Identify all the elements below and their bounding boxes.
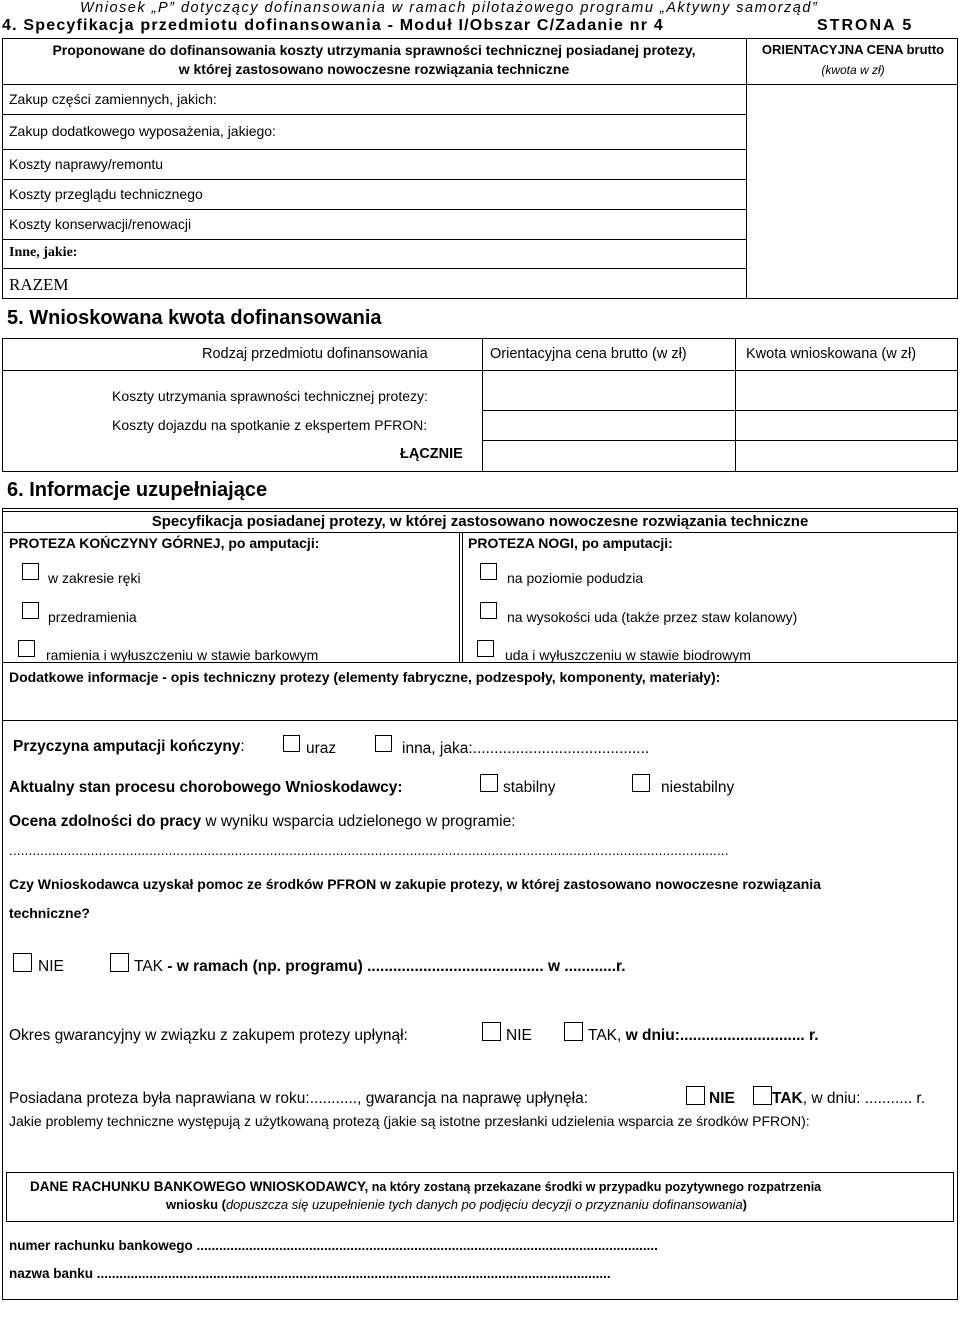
checkbox-hip[interactable] bbox=[477, 640, 494, 657]
option-warranty-no: NIE bbox=[506, 1027, 532, 1044]
spec-title: Specyfikacja posiadanej protezy, w której zastosowano nowoczesne rozwiązania techniczne bbox=[151, 513, 809, 530]
row-repair-costs: Koszty naprawy/remontu bbox=[9, 156, 164, 172]
checkbox-warranty-yes[interactable] bbox=[564, 1022, 583, 1041]
row-travel-costs: Koszty dojazdu na spotkanie z ekspertem PFRON: bbox=[112, 417, 428, 433]
row-grand-total: ŁĄCZNIE bbox=[400, 446, 463, 462]
option-thigh: na wysokości uda (także przez staw kolanowy) bbox=[507, 609, 798, 625]
additional-info-label: Dodatkowe informacje - opis techniczny protezy (elementy fabryczne, podzespoły, komponenty, materiały): bbox=[9, 669, 721, 685]
option-repair-yes-row: TAK, w dniu: ........... r. bbox=[772, 1090, 926, 1107]
checkbox-repair-yes[interactable] bbox=[753, 1086, 772, 1105]
price-spare-parts-field[interactable] bbox=[747, 85, 957, 298]
checkbox-thigh[interactable] bbox=[480, 602, 497, 619]
checkbox-arm[interactable] bbox=[18, 640, 35, 657]
checkbox-pfron-yes[interactable] bbox=[110, 953, 129, 972]
option-pfron-no: NIE bbox=[38, 958, 64, 975]
pfron-question: Czy Wnioskodawca uzyskał pomoc ze środków PFRON w zakupie protezy, w której zastosowano nowoczesne rozwiązania bbox=[9, 876, 821, 892]
option-hand: w zakresie ręki bbox=[48, 570, 141, 586]
checkbox-lower-leg[interactable] bbox=[480, 563, 497, 580]
work-capacity-label: Ocena zdolności do pracy bbox=[9, 813, 202, 830]
work-capacity-dots[interactable]: ......................................................................................................................................................................................... bbox=[9, 842, 729, 858]
warranty-label: Okres gwarancyjny w związku z zakupem protezy upłynął: bbox=[9, 1027, 408, 1044]
additional-info-field[interactable] bbox=[3, 690, 957, 720]
row-inspection-costs: Koszty przeglądu technicznego bbox=[9, 186, 203, 202]
option-arm: ramienia i wyłuszczeniu w stawie barkowym bbox=[46, 647, 319, 663]
requested-maintenance-field[interactable] bbox=[736, 371, 957, 410]
price-header: ORIENTACYJNA CENA brutto bbox=[761, 42, 945, 57]
option-warranty-yes: TAK, bbox=[588, 1027, 622, 1044]
checkbox-stable[interactable] bbox=[480, 774, 498, 792]
upper-limb-title: PROTEZA KOŃCZYNY GÓRNEJ, po amputacji: bbox=[9, 535, 320, 551]
option-pfron-yes-row: TAK - w ramach (np. programu) ......................................... w ............r. bbox=[134, 958, 626, 975]
repair-label: Posiadana proteza była naprawiana w roku:..........., gwarancja na naprawę upłynęła: bbox=[9, 1090, 589, 1107]
col-requested: Kwota wnioskowana (w zł) bbox=[746, 346, 917, 362]
section-6-title: 6. Informacje uzupełniające bbox=[7, 479, 268, 501]
bank-data-note: wniosku (dopuszcza się uzupełnienie tych danych po podjęciu decyzji o przyznaniu dofinansowania) bbox=[166, 1197, 748, 1212]
section-4-title: 4. Specyfikacja przedmiotu dofinansowania - Moduł I/Obszar C/Zadanie nr 4 bbox=[2, 17, 664, 34]
option-injury: uraz bbox=[306, 740, 337, 757]
amputation-cause-row: Przyczyna amputacji kończyny: bbox=[13, 738, 245, 755]
checkbox-forearm[interactable] bbox=[22, 602, 39, 619]
option-stable: stabilny bbox=[503, 779, 556, 796]
document-subtitle: Wniosek „P” dotyczący dofinansowania w ramach pilotażowego programu „Aktywny samorząd” bbox=[80, 0, 819, 16]
section-5-title: 5. Wnioskowana kwota dofinansowania bbox=[7, 307, 382, 329]
option-unstable: niestabilny bbox=[661, 779, 735, 796]
row-total: RAZEM bbox=[9, 275, 69, 294]
option-repair-no: NIE bbox=[709, 1090, 735, 1107]
costs-header: Proponowane do dofinansowania koszty utrzymania sprawności technicznej posiadanej protezy, bbox=[52, 42, 696, 58]
checkbox-hand[interactable] bbox=[22, 563, 39, 580]
option-pfron-yes: TAK bbox=[134, 958, 163, 975]
col-type: Rodzaj przedmiotu dofinansowania bbox=[202, 346, 428, 362]
option-lower-leg: na poziomie podudzia bbox=[507, 570, 644, 586]
option-other-cause: inna, jaka:......................................... bbox=[402, 740, 650, 757]
checkbox-other-cause[interactable] bbox=[375, 735, 392, 752]
checkbox-pfron-no[interactable] bbox=[13, 953, 32, 972]
checkbox-warranty-no[interactable] bbox=[482, 1022, 501, 1041]
price-maintenance-field[interactable] bbox=[483, 371, 735, 410]
option-repair-yes: TAK bbox=[772, 1090, 803, 1107]
row-maintenance-prosthesis: Koszty utrzymania sprawności technicznej protezy: bbox=[112, 388, 428, 404]
checkbox-unstable[interactable] bbox=[632, 774, 650, 792]
work-capacity-row: Ocena zdolności do pracy w wyniku wsparcia udzielonego w programie: bbox=[9, 813, 516, 830]
option-hip: uda i wyłuszczeniu w stawie biodrowym bbox=[505, 647, 751, 663]
bank-name-field[interactable]: nazwa banku ......................................................................................................................................... bbox=[9, 1266, 611, 1281]
disease-state-label: Aktualny stan procesu chorobowego Wnioskodawcy: bbox=[9, 779, 403, 796]
amputation-cause-label: Przyczyna amputacji kończyny bbox=[13, 738, 241, 755]
row-other: Inne, jakie: bbox=[9, 245, 78, 260]
bank-data-title: DANE RACHUNKU BANKOWEGO WNIOSKODAWCY, na który zostaną przekazane środki w przypadku pozytywnego rozpatrzenia bbox=[30, 1179, 822, 1194]
option-warranty-yes-row: TAK, w dniu:............................. r. bbox=[588, 1027, 819, 1044]
lower-limb-title: PROTEZA NOGI, po amputacji: bbox=[468, 535, 673, 551]
row-spare-parts: Zakup części zamiennych, jakich: bbox=[9, 91, 217, 107]
checkbox-injury[interactable] bbox=[283, 735, 300, 752]
price-header-unit: (kwota w zł) bbox=[821, 63, 885, 77]
problems-label: Jakie problemy techniczne występują z użytkowaną protezą (jakie są istotne przesłanki udzielenia wsparcia ze środków PFRON): bbox=[9, 1113, 810, 1129]
costs-header-line2: w której zastosowano nowoczesne rozwiązania techniczne bbox=[178, 61, 570, 77]
problems-field[interactable] bbox=[3, 1132, 957, 1172]
row-maintenance-costs: Koszty konserwacji/renowacji bbox=[9, 216, 192, 232]
option-forearm: przedramienia bbox=[48, 609, 137, 625]
checkbox-repair-no[interactable] bbox=[686, 1086, 705, 1105]
col-price: Orientacyjna cena brutto (w zł) bbox=[490, 346, 687, 362]
row-extra-equipment: Zakup dodatkowego wyposażenia, jakiego: bbox=[9, 123, 276, 139]
account-number-field[interactable]: numer rachunku bankowego ........................................................................................................................... bbox=[9, 1238, 658, 1253]
page-number: STRONA 5 bbox=[817, 17, 914, 34]
pfron-question-line2: techniczne? bbox=[9, 905, 90, 921]
